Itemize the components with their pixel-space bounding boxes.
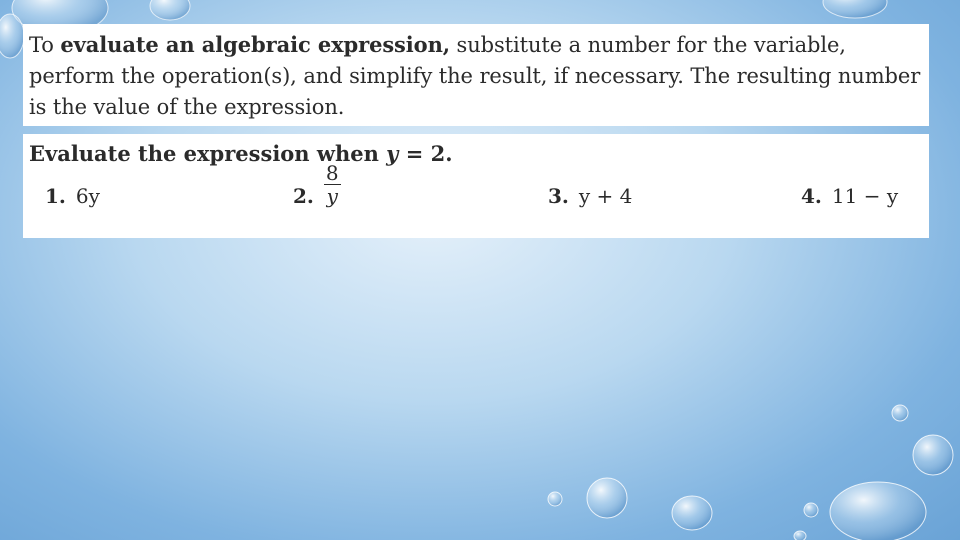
exercise-item-2 (293, 161, 341, 208)
exercise-item-3 (548, 184, 632, 208)
item-expression: 6y (75, 184, 100, 208)
item-expression: y + 4 (578, 184, 633, 208)
water-drop (587, 478, 627, 518)
definition-text (29, 29, 921, 123)
item-expression: 11 − y (831, 184, 899, 208)
item-number: 3. (548, 184, 569, 208)
exercise-panel (23, 134, 929, 238)
definition-body: substitute a number for the variable, perform the operation(s), and simplify the result, if necessary. The resulting number is the value of the expression. (29, 33, 921, 119)
item-number: 4. (801, 184, 822, 208)
water-drop (804, 503, 818, 517)
definition-panel (23, 24, 929, 126)
water-drop (0, 14, 24, 58)
fraction-numerator: 8 (325, 161, 339, 185)
definition-term: evaluate an algebraic expression, (60, 32, 450, 57)
water-drop (150, 0, 190, 20)
water-drop (672, 496, 712, 530)
definition-lead: To (29, 33, 54, 57)
item-number: 1. (45, 184, 66, 208)
item-number: 2. (293, 184, 314, 208)
water-drop (892, 405, 908, 421)
water-drop (913, 435, 953, 475)
exercise-heading (29, 140, 921, 168)
heading-start: Evaluate the expression when (29, 141, 379, 166)
exercise-item-4 (801, 184, 898, 208)
water-drop (794, 531, 806, 540)
water-drop (830, 482, 926, 540)
exercise-item-1 (45, 184, 100, 208)
water-drop (548, 492, 562, 506)
fraction (324, 162, 341, 207)
fraction-denominator: y (326, 184, 338, 208)
heading-end: = 2. (405, 141, 453, 166)
water-drop (823, 0, 887, 18)
heading-variable: y (386, 141, 399, 166)
